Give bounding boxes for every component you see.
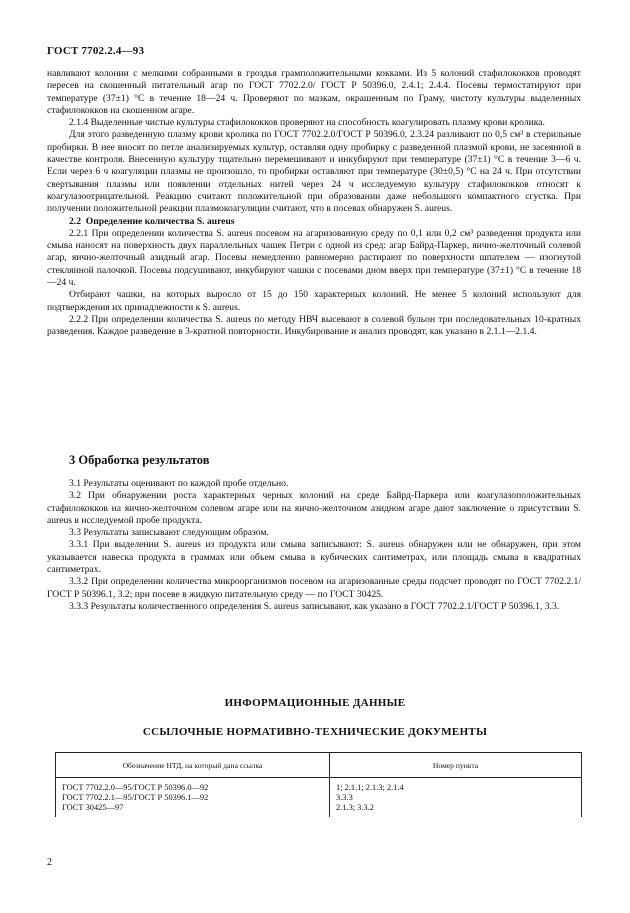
references-title: ССЫЛОЧНЫЕ НОРМАТИВНО-ТЕХНИЧЕСКИЕ ДОКУМЕНТЫ: [142, 726, 488, 738]
table-header-row: [56, 753, 582, 778]
paragraph: 2.2.2 При определении количества S. aureus по методу НВЧ высевают в солевой бульон три последовательных 10-кратных разведения. Каждое разведение в 3-кратной повторности. Инкубирование и анализ проводят, как указано в 2.1.1—2.1.4.: [47, 313, 581, 338]
subheading-number: 2.2: [69, 215, 81, 227]
table-row: [56, 803, 582, 817]
paragraph: 3.1 Результаты оценивают по каждой пробе отдельно.: [69, 478, 289, 489]
paragraph: Отбирают чашки, на которых выросло от 15 до 150 характерных колоний. Не менее 5 колоний используют для подтверждения их принадлежности к S. aureus.: [47, 289, 581, 313]
paragraph: Для этого разведенную плазму крови кролика по ГОСТ 7702.2.0/ГОСТ Р 50396.0, 2.3.24 разливают по 0,5 см³ в стерильные пробирки. В нее вносят по петле анализируемых культур, оставляя одну пробирку с разведенной плазмой крови, не засеянной в качестве контроля. Внесенную культуру тщательно перемешивают и инкубируют при температуре (37±1) °С в течение 3—6 ч. Если через 6 ч коагуляции плазмы не произошло, то пробирки оставляют при температуре (30±0,5) °С на 24 ч. При отсутствии свертывания плазмы или появлении отдельных нитей через 24 ч исследуемую культуру стафилококков относят к коагулазоотрицательной. Реакцию считают положительной при образовании даже небольшого компактного сгустка. При получении положительной реакции плазмокоагуляции считают, что в посевах обнаружен S. aureus.: [47, 129, 581, 215]
subheading: [69, 216, 581, 228]
paragraph: 2.1.4 Выделенные чистые культуры стафилококков проверяют на способность коагулировать плазму крови кролика.: [69, 117, 545, 129]
paragraph: 3.3.1 При выделении S. aureus из продукта или смыва записывают: S. aureus обнаружен или не обнаружен, при этом указывается навеска продукта в граммах или объем смыва в кубических сантиметрах, или площадь смыва в квадратных сантиметрах.: [47, 539, 581, 576]
table-cell: 3.3.3: [330, 793, 582, 803]
section2-body: [47, 68, 581, 339]
paragraph: 2.2.1 При определении количества S. aureus посевом на агаризованную среду по 0,1 или 0,2 см³ разведения продукта или смыва наносят на поверхность двух параллельных чашек Петри с одной из сред: агар Байрд-Паркер, яично-желточный солевой агар, яично-желточный азидный агар. Посевы немедленно равномерно растирают по поверхности шпателем — изогнутой стеклянной палочкой. Посевы подсушивают, инкубируют чашки с посевами дном вверх при температуре (37±1) °С в течение 18—24 ч.: [47, 227, 581, 289]
paragraph: 3.3 Результаты записывают следующим образом.: [69, 527, 269, 539]
section3-body: [47, 478, 581, 613]
table-cell: ГОСТ 30425—97: [56, 803, 330, 817]
column-header: Обозначение НТД, на который дана ссылка: [56, 753, 330, 778]
paragraph: 3.3.2 При определении количества микроорганизмов посевом на агаризованные среды подсчет проводят по ГОСТ 7702.2.1/ГОСТ Р 50396.1, 3.2; при посеве в жидкую питательную среду — по ГОСТ 30425.: [47, 576, 581, 600]
table-cell: 2.1.3; 3.3.2: [330, 803, 582, 817]
paragraph: 3.2 При обнаружении роста характерных черных колоний на среде Байрд-Паркера или коагулазоположительных стафилококков на яично-желточном солевом агаре или на яично-желточном азидном агаре дают заключение о присутствии S. aureus в исследуемой пробе продукта.: [47, 490, 581, 526]
references-table: [55, 752, 582, 817]
table-cell: ГОСТ 7702.2.0—95/ГОСТ Р 50396.0—92: [56, 778, 330, 794]
subheading-title: Определение количества S. aureus: [85, 215, 235, 227]
standard-header: ГОСТ 7702.2.4—93: [47, 45, 145, 57]
column-header: Номер пункта: [330, 753, 582, 778]
page-number: 2: [47, 857, 52, 868]
info-title: ИНФОРМАЦИОННЫЕ ДАННЫЕ: [224, 697, 406, 709]
table-row: [56, 793, 582, 803]
table-cell: ГОСТ 7702.2.1—95/ГОСТ Р 50396.1—92: [56, 793, 330, 803]
table-cell: 1; 2.1.1; 2.1.3; 2.1.4: [330, 778, 582, 794]
table-row: [56, 778, 582, 794]
section3-heading: 3 Обработка результатов: [69, 453, 210, 467]
paragraph: навливают колонии с мелкими собранными в гроздья грамположительными кокками. Из 5 колоний стафилококков проводят пересев на скошенный питательный агар по ГОСТ 7702.2.0/ ГОСТ Р 50396.0, 2.4.1; 2.4.4. Посевы термостатируют при температуре (37±1) °С в течение 18—24 ч. Проверяют по мазкам, окрашенным по Граму, чистоту культуры выделенных стафилококков на скошенном агаре.: [47, 68, 581, 116]
paragraph: 3.3.3 Результаты количественного определения S. aureus записывают, как указано в ГОСТ 7702.2.1/ГОСТ Р 50396.1, 3.3.: [69, 600, 560, 612]
